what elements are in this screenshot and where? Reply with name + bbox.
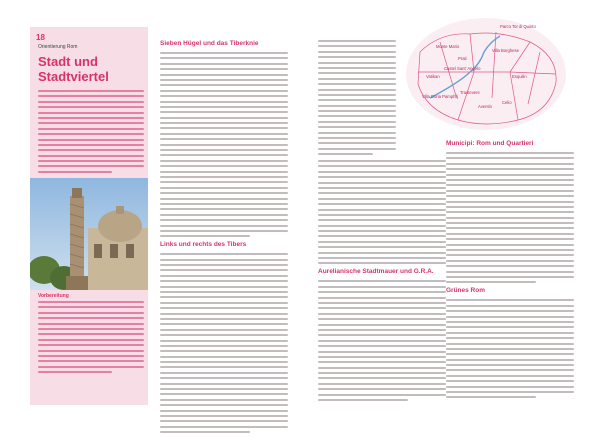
body-text-tiber — [160, 253, 288, 433]
map-label: Esquilin — [512, 74, 527, 79]
body-text-hills — [160, 52, 288, 237]
map-label: Castel Sant' Angelo — [444, 66, 481, 71]
page-section-label: Orientierung Rom — [38, 44, 78, 50]
map-label: Prati — [458, 56, 467, 61]
section-heading-green: Grünes Rom — [446, 287, 486, 295]
text-column-3-top — [318, 40, 396, 159]
sidebar-title: Stadt und Stadtviertel — [38, 54, 109, 84]
map-label: Parco Tor di Quinto — [500, 24, 536, 29]
photo-caption-text — [38, 301, 144, 369]
map-label: Villa Borghese — [492, 48, 519, 53]
section-heading-municipi: Municipi: Rom und Quartieri — [446, 140, 534, 147]
body-text-col3 — [318, 160, 446, 264]
page-number: 18 — [36, 33, 45, 42]
map-label: Aventin — [478, 104, 492, 109]
section-heading-walls: Aurelianische Stadtmauer und G.R.A. — [318, 268, 434, 276]
map-label: Monte Mario — [436, 44, 460, 49]
section-heading-hills: Sieben Hügel und das Tiberknie — [160, 40, 259, 47]
map-label: Vatikan — [426, 74, 440, 79]
body-text-walls — [318, 280, 446, 401]
body-text-municipi — [446, 152, 574, 283]
text-column-4 — [446, 140, 574, 402]
rome-districts-map — [400, 12, 570, 132]
text-column-3 — [318, 160, 446, 404]
body-text-green — [446, 299, 574, 398]
map-label: Trastevere — [460, 90, 480, 95]
photo-caption-title: Vorbereitung — [38, 293, 69, 299]
sidebar-intro-text — [38, 90, 144, 174]
text-column-2 — [160, 40, 288, 437]
map-label: Villa Doria Pamphilj — [422, 94, 459, 99]
body-text-col3-top — [318, 40, 396, 155]
section-heading-tiber: Links und rechts des Tibers — [160, 241, 247, 249]
trajan-column-photo — [30, 178, 148, 290]
map-label: Celio — [502, 100, 512, 105]
